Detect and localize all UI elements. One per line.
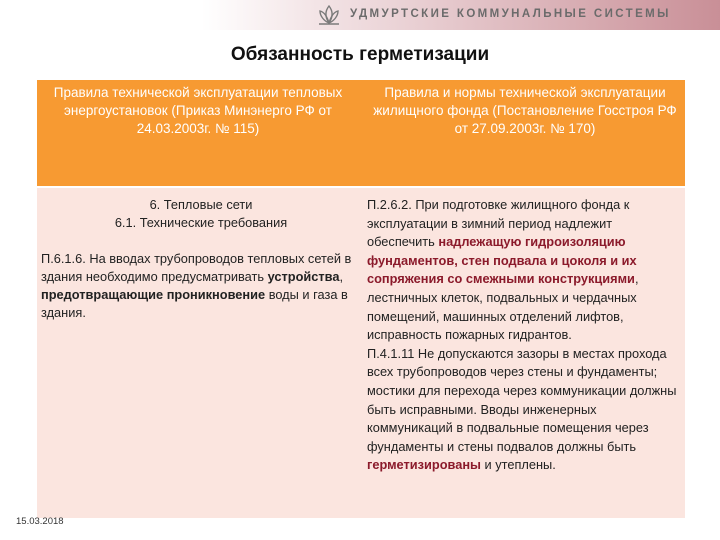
comparison-table — [37, 80, 685, 518]
paragraph-text: П.2.6.2. При подготовке жилищного фонда к эксплуатации в зимний период надлежит обеспечить — [367, 197, 630, 250]
requirement-paragraph — [367, 196, 679, 345]
subsection-heading: 6.1. Технические требования — [114, 215, 288, 230]
section-heading: 6. Тепловые сети — [149, 197, 253, 212]
paragraph-text: , — [339, 269, 344, 284]
header-cell-left: Правила технической эксплуатации тепловых энергоустановок (Приказ Минэнерго РФ от 24.03.2003г. № 115) — [53, 85, 343, 136]
paragraph-text: , лестничных клеток, подвальных и чердачных помещений, машинных отделений лифтов, исправность пожарных гидрантов. — [367, 271, 639, 343]
highlight-text: герметизированы — [367, 457, 481, 473]
paragraph-text: воды и газа в здания. — [41, 287, 348, 320]
lotus-logo-icon — [316, 3, 342, 27]
table-body-row — [37, 188, 685, 518]
paragraph-text: П.4.1.11 Не допускаются зазоры в местах прохода всех трубопроводов через стены и фундаменты; мостики для перехода через коммуникации должны быть исправными. Вводы инженерных коммуникаций в подвальные помещения через фундаменты и стены подвалов должны быть — [367, 345, 677, 454]
table-header-row — [37, 80, 685, 188]
body-cell-left — [41, 196, 361, 322]
brand-name: УДМУРТСКИЕ КОММУНАЛЬНЫЕ СИСТЕМЫ — [350, 8, 671, 20]
paragraph-text: и утеплены. — [480, 457, 556, 473]
brand-header-bar — [0, 0, 720, 30]
emphasis-text: устройства — [267, 269, 340, 284]
page-title: Обязанность герметизации — [230, 44, 490, 65]
requirement-paragraph — [41, 250, 361, 322]
requirement-paragraph — [367, 345, 679, 475]
emphasis-text: предотвращающие проникновение — [41, 287, 266, 302]
slide-date: 15.03.2018 — [16, 516, 64, 527]
highlight-text: надлежащую гидроизоляцию фундаментов, стен подвала и цоколя и их сопряжения со смежными конструкциями — [367, 234, 637, 287]
header-cell-right: Правила и нормы технической эксплуатации жилищного фонда (Постановление Госстроя РФ от 27.09.2003г. № 170) — [373, 85, 677, 136]
paragraph-text: П.6.1.6. На вводах трубопроводов тепловых сетей в здания необходимо предусматривать — [41, 251, 352, 284]
body-cell-right — [367, 196, 679, 475]
